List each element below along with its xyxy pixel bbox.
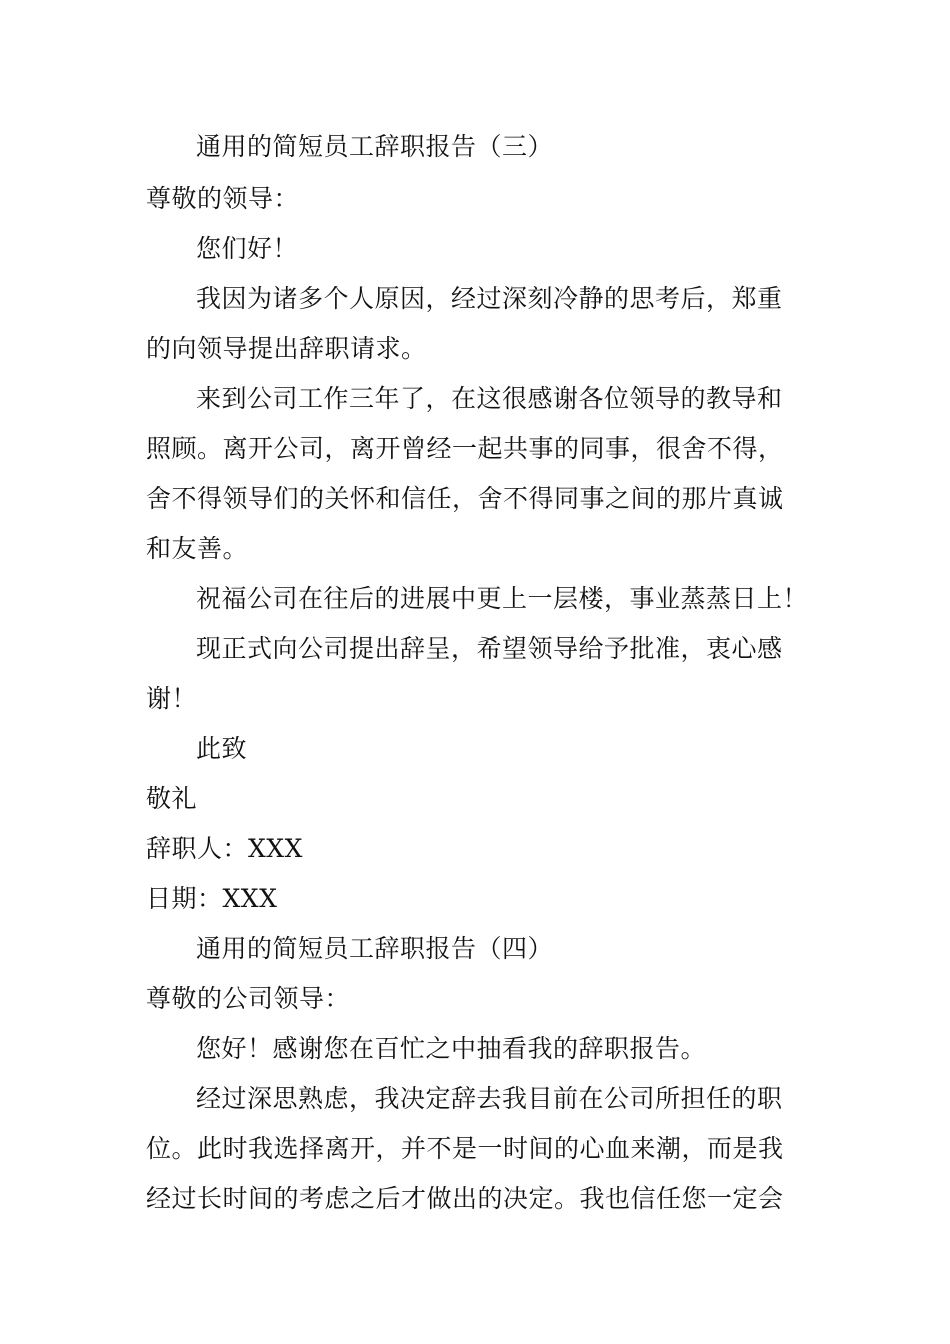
signer-line: 辞职人：XXX bbox=[146, 834, 303, 863]
paragraph-line: 经过长时间的考虑之后才做出的决定。我也信任您一定会 bbox=[146, 1184, 784, 1213]
paragraph-line: 和友善。 bbox=[146, 534, 249, 563]
closing-line: 此致 bbox=[196, 734, 248, 763]
paragraph-line: 经过深思熟虑，我决定辞去我目前在公司所担任的职 bbox=[196, 1084, 783, 1113]
section-title: 通用的简短员工辞职报告（三） bbox=[196, 132, 554, 161]
salutation: 尊敬的公司领导： bbox=[146, 984, 351, 1013]
greeting: 您好！感谢您在百忙之中抽看我的辞职报告。 bbox=[196, 1034, 707, 1063]
paragraph-line: 照顾。离开公司，离开曾经一起共事的同事，很舍不得， bbox=[146, 434, 784, 463]
paragraph-line: 位。此时我选择离开，并不是一时间的心血来潮，而是我 bbox=[146, 1134, 784, 1163]
paragraph-line: 我因为诸多个人原因，经过深刻冷静的思考后，郑重 bbox=[196, 284, 783, 313]
closing-line: 敬礼 bbox=[146, 784, 198, 813]
date-line: 日期：XXX bbox=[146, 884, 278, 913]
paragraph-line: 舍不得领导们的关怀和信任，舍不得同事之间的那片真诚 bbox=[146, 484, 784, 513]
section-title: 通用的简短员工辞职报告（四） bbox=[196, 934, 554, 963]
paragraph-line: 现正式向公司提出辞呈，希望领导给予批准，衷心感 bbox=[196, 634, 783, 663]
paragraph-line: 的向领导提出辞职请求。 bbox=[146, 334, 427, 363]
salutation: 尊敬的领导： bbox=[146, 184, 300, 213]
paragraph-line: 谢！ bbox=[146, 684, 198, 713]
paragraph-line: 祝福公司在往后的进展中更上一层楼，事业蒸蒸日上！ bbox=[196, 584, 809, 613]
paragraph-line: 来到公司工作三年了，在这很感谢各位领导的教导和 bbox=[196, 384, 783, 413]
greeting: 您们好！ bbox=[196, 234, 299, 263]
